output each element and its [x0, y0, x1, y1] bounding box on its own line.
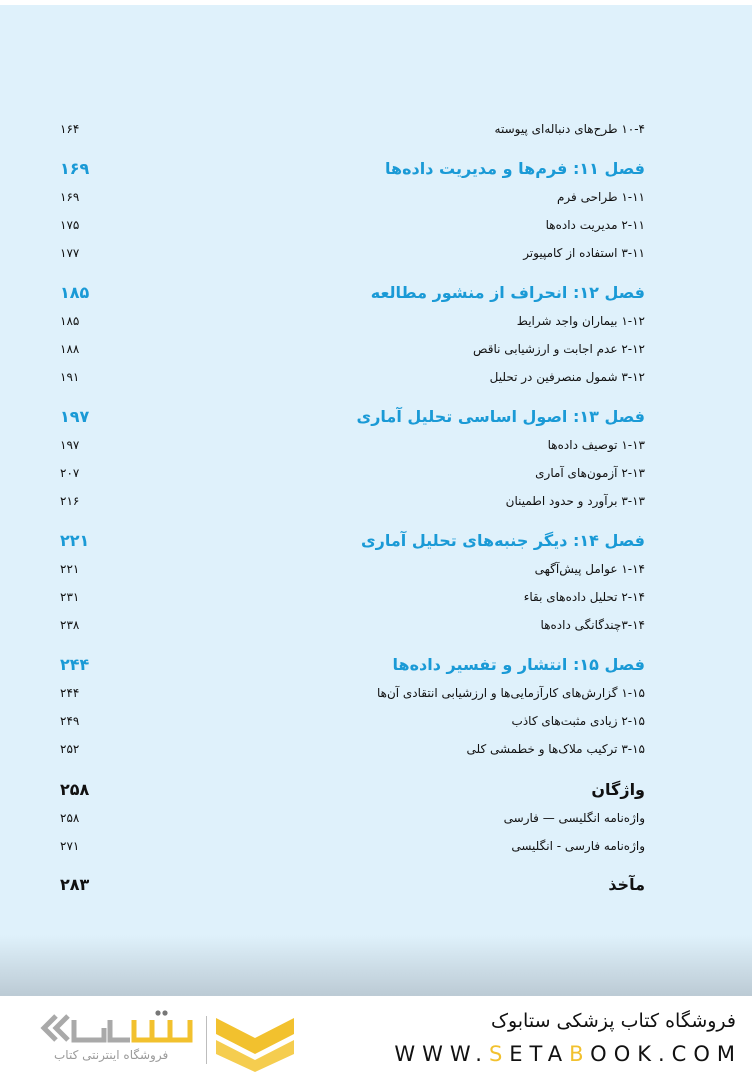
section-title: ۲-۱۴ تحلیل داده‌های بقاء	[523, 590, 645, 604]
page-number: ۲۰۷	[60, 466, 80, 480]
toc-section-row[interactable]	[60, 558, 645, 580]
page-number: ۱۶۴	[60, 122, 80, 136]
section-title: ۱۰-۴ طرح‌های دنباله‌ای پیوسته	[494, 122, 645, 136]
toc-section-row[interactable]	[60, 214, 645, 236]
url-part: WWW.	[394, 1042, 489, 1066]
toc-section-row[interactable]	[60, 462, 645, 484]
toc-section-row[interactable]	[60, 835, 645, 857]
toc-section-row[interactable]	[60, 614, 645, 636]
toc-chapter-row[interactable]	[60, 653, 645, 675]
logo-subtitle: فروشگاه اینترنتی کتاب	[54, 1048, 169, 1062]
url-part: OOK.COM	[590, 1042, 742, 1066]
setabook-logo[interactable]	[24, 1010, 294, 1072]
section-title: ۲-۱۱ مدیریت داده‌ها	[545, 218, 645, 232]
chapter-title: فصل ۱۱: فرم‌ها و مدیریت داده‌ها	[384, 158, 645, 178]
chapter-page-number: ۲۴۴	[60, 654, 90, 674]
store-url-link[interactable]	[394, 1042, 742, 1066]
chapter-page-number: ۱۶۹	[60, 158, 90, 178]
toc-section-row[interactable]	[60, 490, 645, 512]
page-bottom-shadow	[0, 935, 752, 1000]
table-of-contents	[0, 5, 752, 995]
toc-section-row[interactable]	[60, 366, 645, 388]
section-title: ۱-۱۱ طراحی فرم	[556, 190, 645, 204]
page-number: ۲۵۸	[60, 811, 80, 825]
logo-divider	[206, 1016, 207, 1064]
toc-chapter-row[interactable]	[60, 157, 645, 179]
toc-section-row[interactable]	[60, 710, 645, 732]
chapter-title: فصل ۱۳: اصول اساسی تحلیل آماری	[356, 406, 645, 426]
toc-section-row[interactable]	[60, 242, 645, 264]
url-part: ETA	[509, 1042, 570, 1066]
backmatter-title: واژگان	[591, 779, 645, 799]
toc-chapter-row[interactable]	[60, 405, 645, 427]
toc-section-row[interactable]	[60, 586, 645, 608]
page-number: ۲۳۸	[60, 618, 80, 632]
toc-section-row[interactable]	[60, 434, 645, 456]
section-title: ۲-۱۲ عدم اجابت و ارزشیابی ناقص	[473, 342, 645, 356]
page-number: ۲۴۴	[60, 686, 80, 700]
toc-section-row[interactable]	[60, 738, 645, 760]
toc-section-row[interactable]	[60, 186, 645, 208]
toc-references-row[interactable]	[60, 873, 645, 895]
section-title: ۲-۱۳ آزمون‌های آماری	[535, 466, 645, 480]
section-title: ۱-۱۴ عوامل پیش‌آگهی	[534, 562, 645, 576]
page-number: ۱۶۹	[60, 190, 80, 204]
document-page	[0, 5, 752, 995]
page-number: ۲۴۹	[60, 714, 80, 728]
toc-section-row[interactable]	[60, 118, 645, 140]
page-number: ۲۷۱	[60, 839, 80, 853]
page-number: ۲۵۲	[60, 742, 80, 756]
toc-section-row[interactable]	[60, 338, 645, 360]
section-title: واژه‌نامه انگلیسی — فارسی	[503, 811, 645, 825]
backmatter-title: مآخذ	[608, 874, 645, 894]
toc-glossary-row[interactable]	[60, 778, 645, 800]
page-number: ۲۲۱	[60, 562, 80, 576]
page-number: ۱۹۱	[60, 370, 80, 384]
chapter-title: فصل ۱۵: انتشار و تفسیر داده‌ها	[392, 654, 645, 674]
section-title: ۳-۱۵ ترکیب ملاک‌ها و خطمشی کلی	[466, 742, 645, 756]
toc-section-row[interactable]	[60, 310, 645, 332]
page-number: ۱۷۷	[60, 246, 80, 260]
section-title: واژه‌نامه فارسی - انگلیسی	[511, 839, 645, 853]
url-highlight: B	[569, 1042, 591, 1066]
page-number: ۱۹۷	[60, 438, 80, 452]
url-highlight: S	[488, 1042, 510, 1066]
page-number: ۲۳۱	[60, 590, 80, 604]
page-number: ۱۸۸	[60, 342, 80, 356]
section-title: ۳-۱۲ شمول منصرفین در تحلیل	[489, 370, 645, 384]
section-title: ۲-۱۵ زیادی مثبت‌های کاذب	[511, 714, 645, 728]
setabook-wordmark-icon	[34, 1010, 194, 1046]
page-number: ۱۷۵	[60, 218, 80, 232]
page-number: ۱۸۵	[60, 314, 80, 328]
chevron-mark-icon	[216, 1010, 294, 1072]
toc-section-row[interactable]	[60, 682, 645, 704]
page-number: ۲۱۶	[60, 494, 80, 508]
watermark-footer	[0, 996, 756, 1080]
section-title: ۳-۱۳ برآورد و حدود اطمینان	[505, 494, 645, 508]
store-name: فروشگاه کتاب پزشکی ستابوک	[490, 1010, 736, 1032]
section-title: ۱-۱۵ گزارش‌های کارآزمایی‌ها و ارزشیابی انتقادی آن‌ها	[376, 686, 645, 700]
section-title: ۱-۱۳ توصیف داده‌ها	[547, 438, 645, 452]
toc-chapter-row[interactable]	[60, 529, 645, 551]
chapter-page-number: ۲۲۱	[60, 530, 90, 550]
section-title: ۱-۱۲ بیماران واجد شرایط	[516, 314, 645, 328]
chapter-page-number: ۱۸۵	[60, 282, 90, 302]
page-number: ۲۸۳	[60, 874, 90, 894]
chapter-title: فصل ۱۲: انحراف از منشور مطالعه	[370, 282, 645, 302]
toc-chapter-row[interactable]	[60, 281, 645, 303]
section-title: ۳-۱۴چندگانگی داده‌ها	[540, 618, 645, 632]
section-title: ۳-۱۱ استفاده از کامپیوتر	[523, 246, 645, 260]
chapter-title: فصل ۱۴: دیگر جنبه‌های تحلیل آماری	[361, 530, 645, 550]
page-number: ۲۵۸	[60, 779, 90, 799]
chapter-page-number: ۱۹۷	[60, 406, 90, 426]
toc-section-row[interactable]	[60, 807, 645, 829]
